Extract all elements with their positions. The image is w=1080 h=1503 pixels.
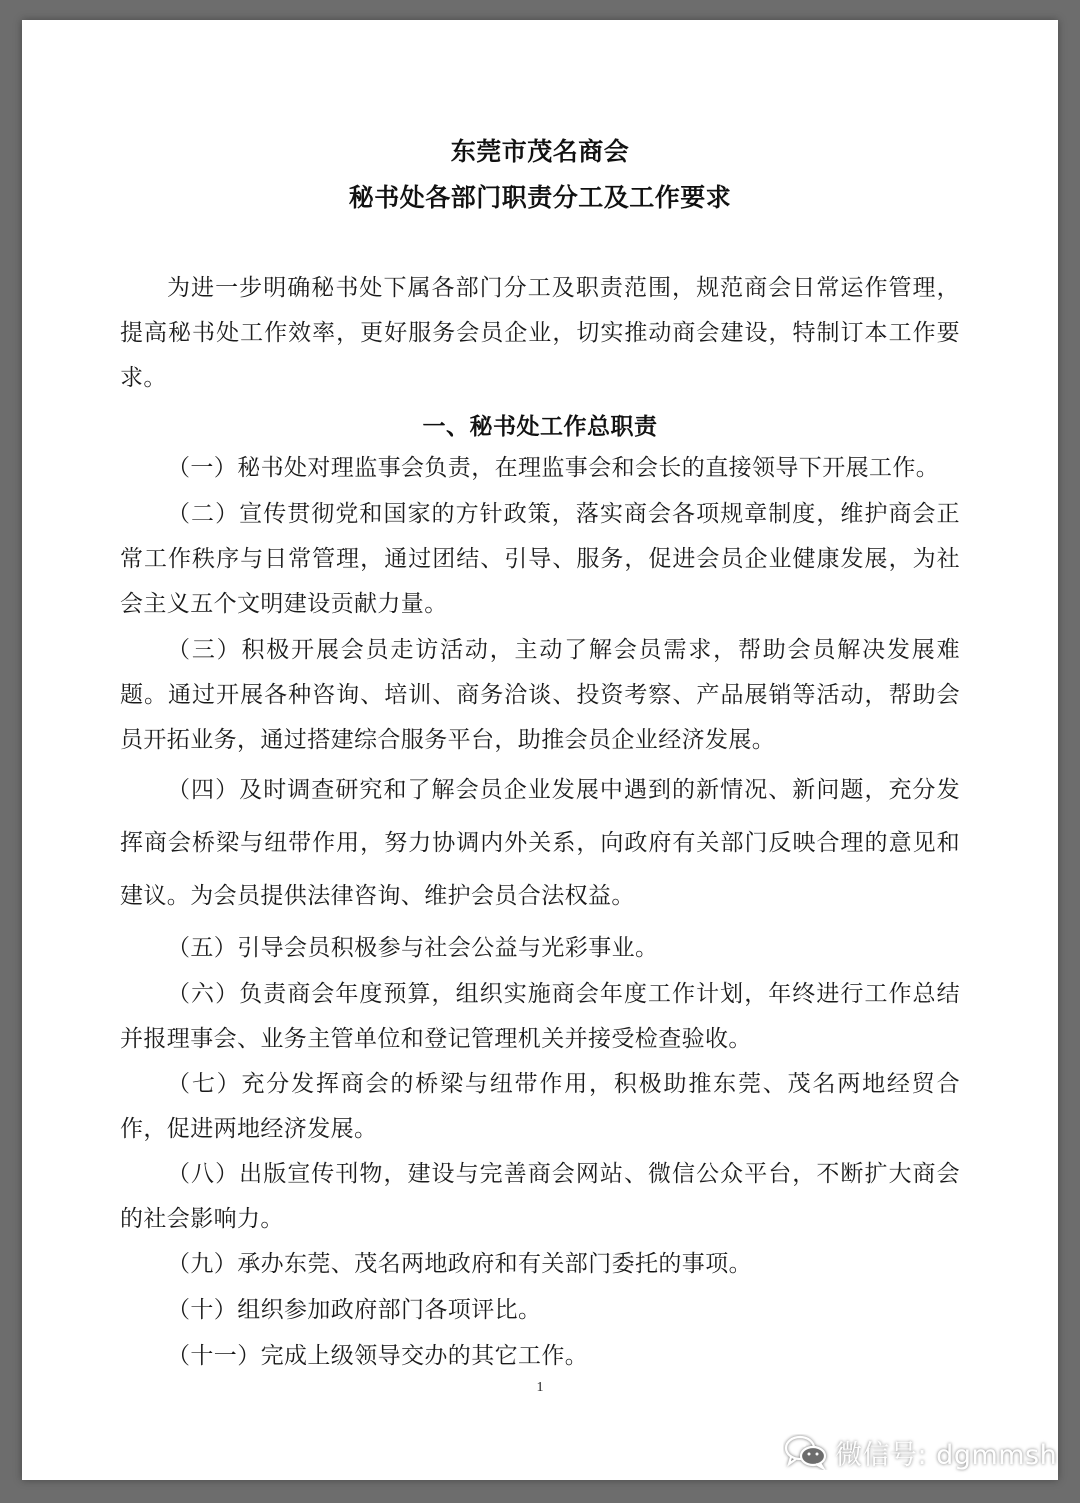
duty-item-4: （四）及时调查研究和了解会员企业发展中遇到的新情况、新问题，充分发挥商会桥梁与纽带作用，努力协调内外关系，向政府有关部门反映合理的意见和建议。为会员提供法律咨询、维护会员合法权益。 <box>120 777 960 909</box>
duty-item-3: （三）积极开展会员走访活动，主动了解会员需求，帮助会员解决发展难题。通过开展各种咨询、培训、商务洽谈、投资考察、产品展销等活动，帮助会员开拓业务，通过搭建综合服务平台，助推会员企业经济发展。 <box>120 637 960 753</box>
duty-item-10: （十）组织参加政府部门各项评比。 <box>167 1297 542 1323</box>
intro-paragraph: 为进一步明确秘书处下属各部门分工及职责范围，规范商会日常运作管理，提高秘书处工作效率，更好服务会员企业，切实推动商会建设，特制订本工作要求。 <box>120 275 960 391</box>
document-title-line1: 东莞市茂名商会 <box>450 137 630 166</box>
watermark-text: 微信号: dgmmsh <box>835 1439 1058 1471</box>
document-page <box>22 20 1058 1480</box>
page-number: 1 <box>536 1380 544 1395</box>
duty-item-5: （五）引导会员积极参与社会公益与光彩事业。 <box>167 935 659 961</box>
duty-item-2: （二）宣传贯彻党和国家的方针政策，落实商会各项规章制度，维护商会正常工作秩序与日常管理，通过团结、引导、服务，促进会员企业健康发展，为社会主义五个文明建设贡献力量。 <box>120 501 960 617</box>
duty-item-1: （一）秘书处对理监事会负责，在理监事会和会长的直接领导下开展工作。 <box>167 455 940 481</box>
watermark <box>783 1434 1057 1470</box>
duty-item-8: （八）出版宣传刊物，建设与完善商会网站、微信公众平台，不断扩大商会的社会影响力。 <box>120 1161 960 1232</box>
duty-item-11: （十一）完成上级领导交办的其它工作。 <box>167 1343 589 1369</box>
section-heading: 一、秘书处工作总职责 <box>422 414 658 440</box>
wechat-icon <box>783 1434 829 1470</box>
duty-item-7: （七）充分发挥商会的桥梁与纽带作用，积极助推东莞、茂名两地经贸合作，促进两地经济发展。 <box>120 1071 960 1142</box>
document-title-line2: 秘书处各部门职责分工及工作要求 <box>348 183 732 212</box>
duty-item-6: （六）负责商会年度预算，组织实施商会年度工作计划，年终进行工作总结并报理事会、业务主管单位和登记管理机关并接受检查验收。 <box>120 981 960 1052</box>
duty-item-9: （九）承办东莞、茂名两地政府和有关部门委托的事项。 <box>167 1251 752 1277</box>
